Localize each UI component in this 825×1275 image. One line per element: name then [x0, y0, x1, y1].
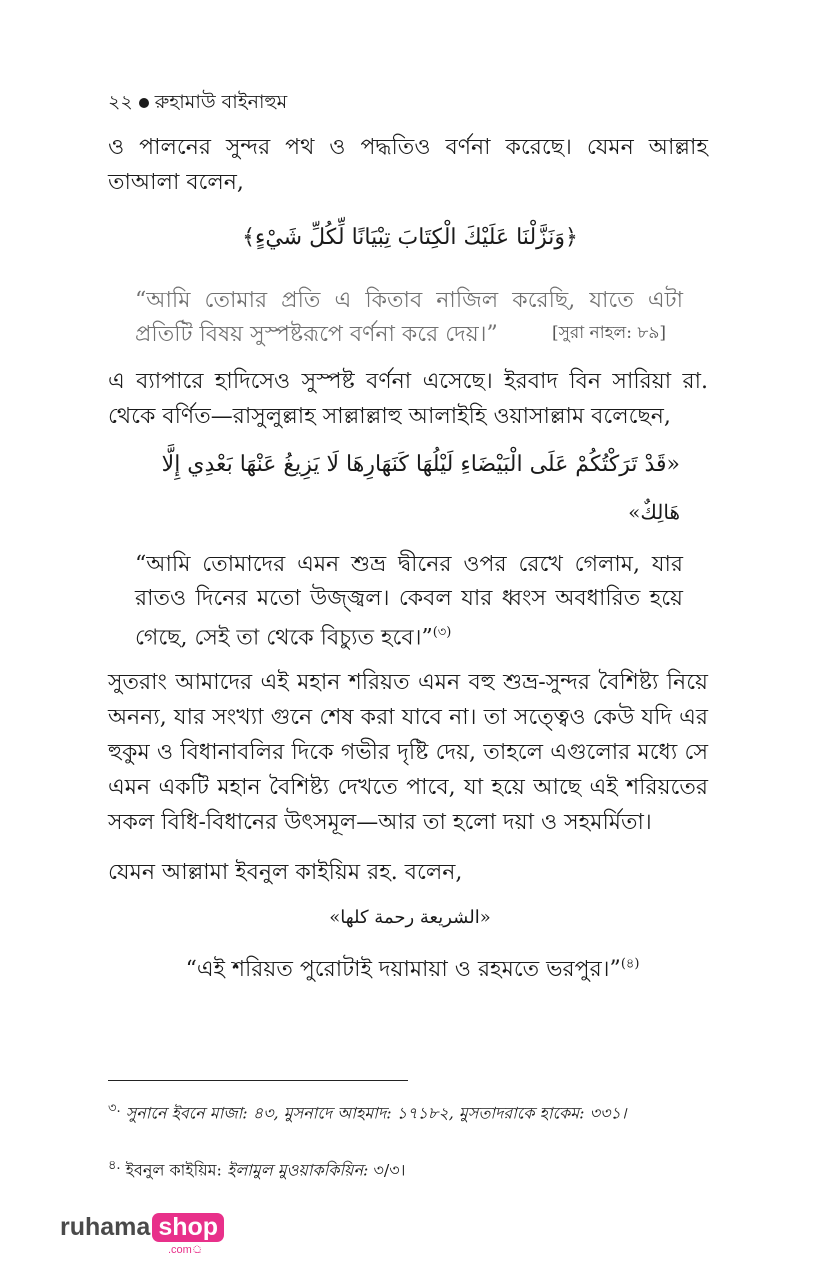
footnote-4-mark: ৪. — [108, 1158, 121, 1173]
hadith-translation — [135, 548, 683, 655]
quran-reference: [সুরা নাহল: ৮৯] — [552, 323, 667, 343]
book-title: রুহামাউ বাইনাহুম — [154, 91, 288, 113]
quran-verse: ﴿وَنَزَّلْنَا عَلَيْكَ الْكِتَابَ تِبْيَانًا لِّكُلِّ شَيْءٍ﴾ — [242, 225, 578, 250]
footnote-4-volume: ৩/৩। — [373, 1160, 406, 1180]
footnote-3 — [108, 1095, 722, 1127]
logo-domain: .com্র — [168, 1244, 203, 1256]
paragraph-3: সুতরাং আমাদের এই মহান শরিয়ত এমন বহু শুভ্র-সুন্দর বৈশিষ্ট্য নিয়ে অনন্য, যার সংখ্যা গুনে শেষ করা যাবে না। তা সত্ত্বেও কেউ যদি এর হুকুম ও বিধানাবলির দিকে গভীর দৃষ্টি দেয়, তাহলে এগুলোর মধ্যে সে এমন একটি মহান বৈশিষ্ট্য দেখতে পাবে, যা হয়ে আছে এই শরিয়তের সকল বিধি-বিধানের উৎসমূল—আর তা হলো দয়া ও সহমর্মিতা। — [108, 670, 708, 835]
paragraph-1: ও পালনের সুন্দর পথ ও পদ্ধতিও বর্ণনা করেছে। যেমন আল্লাহ তাআলা বলেন, — [108, 135, 708, 195]
footnote-ref-3[interactable]: (৩) — [432, 625, 452, 640]
ibn-qayyim-translation-text: “এই শরিয়ত পুরোটাই দয়ামায়া ও রহমতে ভরপুর।” — [185, 957, 621, 982]
hadith-arabic-line-2: هَالِكٌ» — [628, 500, 680, 524]
paragraph-4: যেমন আল্লামা ইবনুল কাইয়িম রহ. বলেন, — [108, 860, 463, 885]
ibn-qayyim-translation — [150, 952, 675, 989]
hadith-arabic-line-1: «قَدْ تَرَكْتُكُمْ عَلَى الْبَيْضَاءِ لَيْلُهَا كَنَهَارِهَا لَا يَزِيغُ عَنْهَا بَعْدِي إِلَّا — [161, 452, 680, 477]
ruhamashop-logo[interactable] — [60, 1213, 224, 1256]
hadith-translation-text: “আমি তোমাদের এমন শুভ্র দ্বীনের ওপর রেখে গেলাম, যার রাতও দিনের মতো উজ্জ্বল। কেবল যার ধ্বংস অবধারিত হয়ে গেছে, সেই তা থেকে বিচ্যুত হবে।” — [135, 552, 683, 651]
footnote-3-mark: ৩. — [108, 1101, 121, 1116]
running-header — [108, 88, 287, 120]
footnote-4 — [108, 1152, 722, 1184]
footnote-ref-4[interactable]: (৪) — [620, 956, 640, 972]
logo-shop: shop — [152, 1213, 224, 1242]
footnote-3-text: সুনানে ইবনে মাজা: ৪৩, মুসনাদে আহমাদ: ১৭১৮২, মুসতাদরাকে হাকেম: ৩৩১। — [125, 1103, 627, 1123]
paragraph-2: এ ব্যাপারে হাদিসেও সুস্পষ্ট বর্ণনা এসেছে। ইরবাদ বিন সারিয়া রা. থেকে বর্ণিত—রাসুলুল্লাহ সাল্লাল্লাহু আলাইহি ওয়াসাল্লাম বলেছেন, — [108, 369, 708, 429]
footnote-4-author: ইবনুল কাইয়িম: — [125, 1160, 222, 1180]
footnote-divider — [108, 1080, 408, 1081]
footnote-4-book: ইলামুল মুওয়াককিয়িন: — [227, 1160, 369, 1180]
page-number: ২২ — [108, 91, 133, 113]
logo-ruhama: ruhama — [60, 1213, 151, 1241]
ibn-qayyim-arabic: «الشريعة رحمة كلها» — [329, 907, 491, 928]
bullet-icon — [139, 98, 149, 108]
quran-translation: “আমি তোমার প্রতি এ কিতাব নাজিল করেছি, যাতে এটা প্রতিটি বিষয় সুস্পষ্টরূপে বর্ণনা করে দেয়।” — [135, 288, 683, 347]
